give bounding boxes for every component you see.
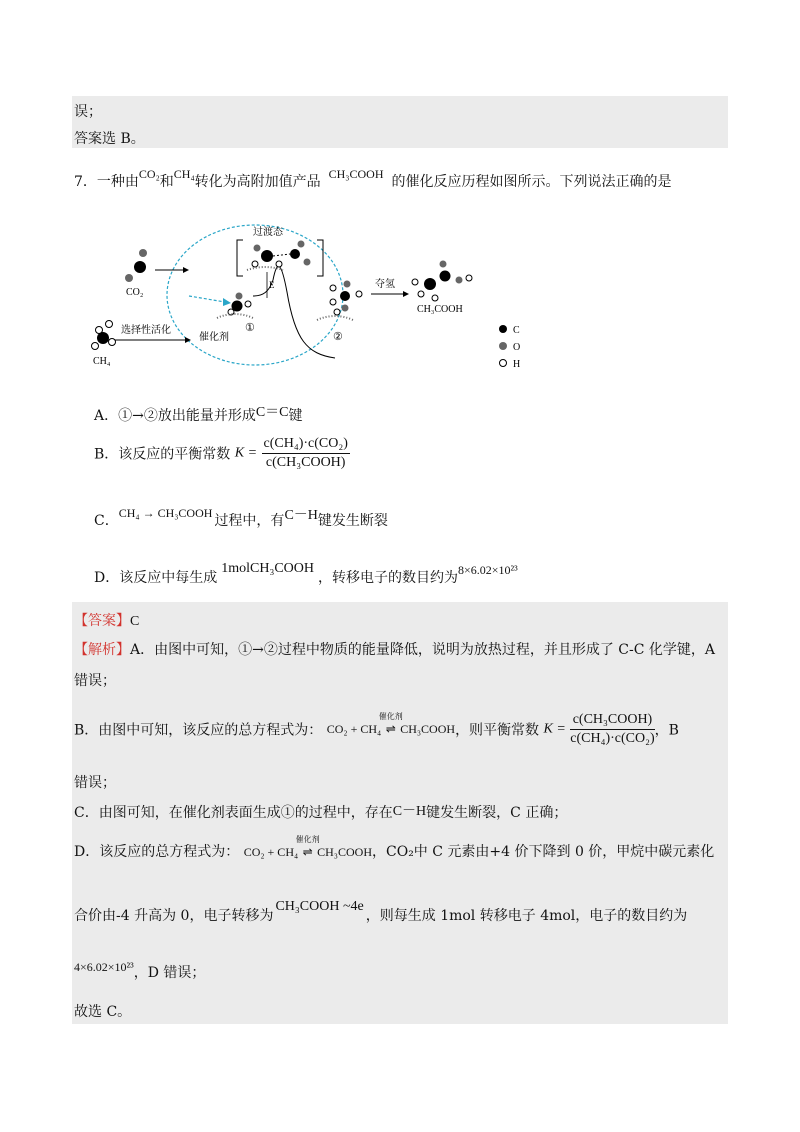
prev-line-2: 答案选 B。 xyxy=(74,131,145,147)
formula-co2: CO₂ xyxy=(138,167,160,181)
legend-c: C xyxy=(513,325,520,336)
catalyst-label: 催化剂 xyxy=(199,332,229,343)
analysis-d3: 4×6.02×10²³，D 错误； xyxy=(74,960,206,981)
analysis-a: 【解析】A．由图中可知，①→②过程中物质的能量降低，说明为放热过程，并且形成了 C-C 化学键，A xyxy=(74,642,716,658)
option-c: C．CH₄ → CH₃COOH 过程中，有C－H键发生断裂 xyxy=(94,506,388,529)
previous-answer-box xyxy=(72,96,728,148)
co2-o-atom xyxy=(139,249,147,257)
co2-label: CO₂ xyxy=(126,287,144,298)
formula-ch3cooh: CH₃COOH xyxy=(328,167,384,181)
option-a: A．①→②放出能量并形成C＝C键 xyxy=(94,405,303,424)
question-stem xyxy=(74,167,672,191)
question-number: 7．一种由 xyxy=(74,174,139,190)
text-tail: 的催化反应历程如图所示。下列说法正确的是 xyxy=(391,174,672,190)
fraction-b: $\frac{\text{c(CH₄)·c(CO₂)}}{\text{c(CH₃COOH)}}$ xyxy=(263,436,348,470)
answer-line: 【答案】C xyxy=(74,613,140,629)
energy-profile-curve xyxy=(253,266,335,358)
legend-c-dot xyxy=(499,325,507,333)
analysis-d2: 合价由-4 升高为 0，电子转移为CH₃COOH ~4e，则每生成 1mol 转移电子 4mol，电子的数目约为 xyxy=(74,899,688,924)
analysis-b: B．由图中可知，该反应的总方程式为： CO₂ + CH₄ 催化剂 ⇌ CH₃COOH，则平衡常数 K = $\frac{\text{c(CH₃COOH)}}{\text{c(CH₄)·c(CO₂)}}$ ，B xyxy=(74,712,679,746)
blue-dashed-arrow xyxy=(189,296,225,302)
reaction-diagram xyxy=(85,212,545,377)
ch4-c-atom xyxy=(97,332,109,344)
option-d: D．该反应中每生成1molCH₃COOH，转移电子的数目约为8×6.02×10²³ xyxy=(94,561,518,586)
legend-h: H xyxy=(513,359,521,370)
step-2-label: ② xyxy=(333,330,343,343)
product-label: CH₃COOH xyxy=(417,304,463,315)
co2-c-atom xyxy=(134,261,146,273)
step-1-label: ① xyxy=(245,321,255,334)
transition-state-label: 过渡态 xyxy=(253,227,283,238)
bond-cc: C＝C xyxy=(255,405,289,420)
option-b: B．该反应的平衡常数 K = $\frac{\text{c(CH₄)·c(CO₂)}}{\text{c(CH₃COOH)}}$ xyxy=(94,436,348,470)
select-activation-label: 选择性活化 xyxy=(121,325,171,336)
legend-o: O xyxy=(513,342,521,353)
legend-h-dot xyxy=(500,360,507,367)
analysis-d: D．该反应的总方程式为： CO₂ + CH₄ 催化剂 ⇌ CH₃COOH，CO₂中 C 元素由+4 价下降到 0 价，甲烷中碳元素化 xyxy=(74,835,715,860)
activation-energy-label: E xyxy=(269,280,275,290)
analysis-final: 故选 C。 xyxy=(74,1004,132,1020)
legend-o-dot xyxy=(499,342,507,350)
prev-line-1: 误； xyxy=(74,104,102,120)
analysis-a2: 错误； xyxy=(74,673,116,689)
formula-ch4: CH₄ xyxy=(173,167,195,181)
analysis-b2: 错误； xyxy=(74,775,116,791)
co2-o-atom xyxy=(125,274,133,282)
text-mid: 转化为高附加值产品 xyxy=(194,174,321,190)
fraction-analysis-b: $\frac{\text{c(CH₃COOH)}}{\text{c(CH₄)·c(CO₂)}}$ xyxy=(570,712,655,746)
analysis-c: C．由图可知，在催化剂表面生成①的过程中，存在C－H键发生断裂，C 正确； xyxy=(74,804,568,821)
text-he: 和 xyxy=(159,174,174,190)
ch4-label: CH₄ xyxy=(93,356,111,367)
h-abstraction-label: 夺氢 xyxy=(375,279,395,290)
